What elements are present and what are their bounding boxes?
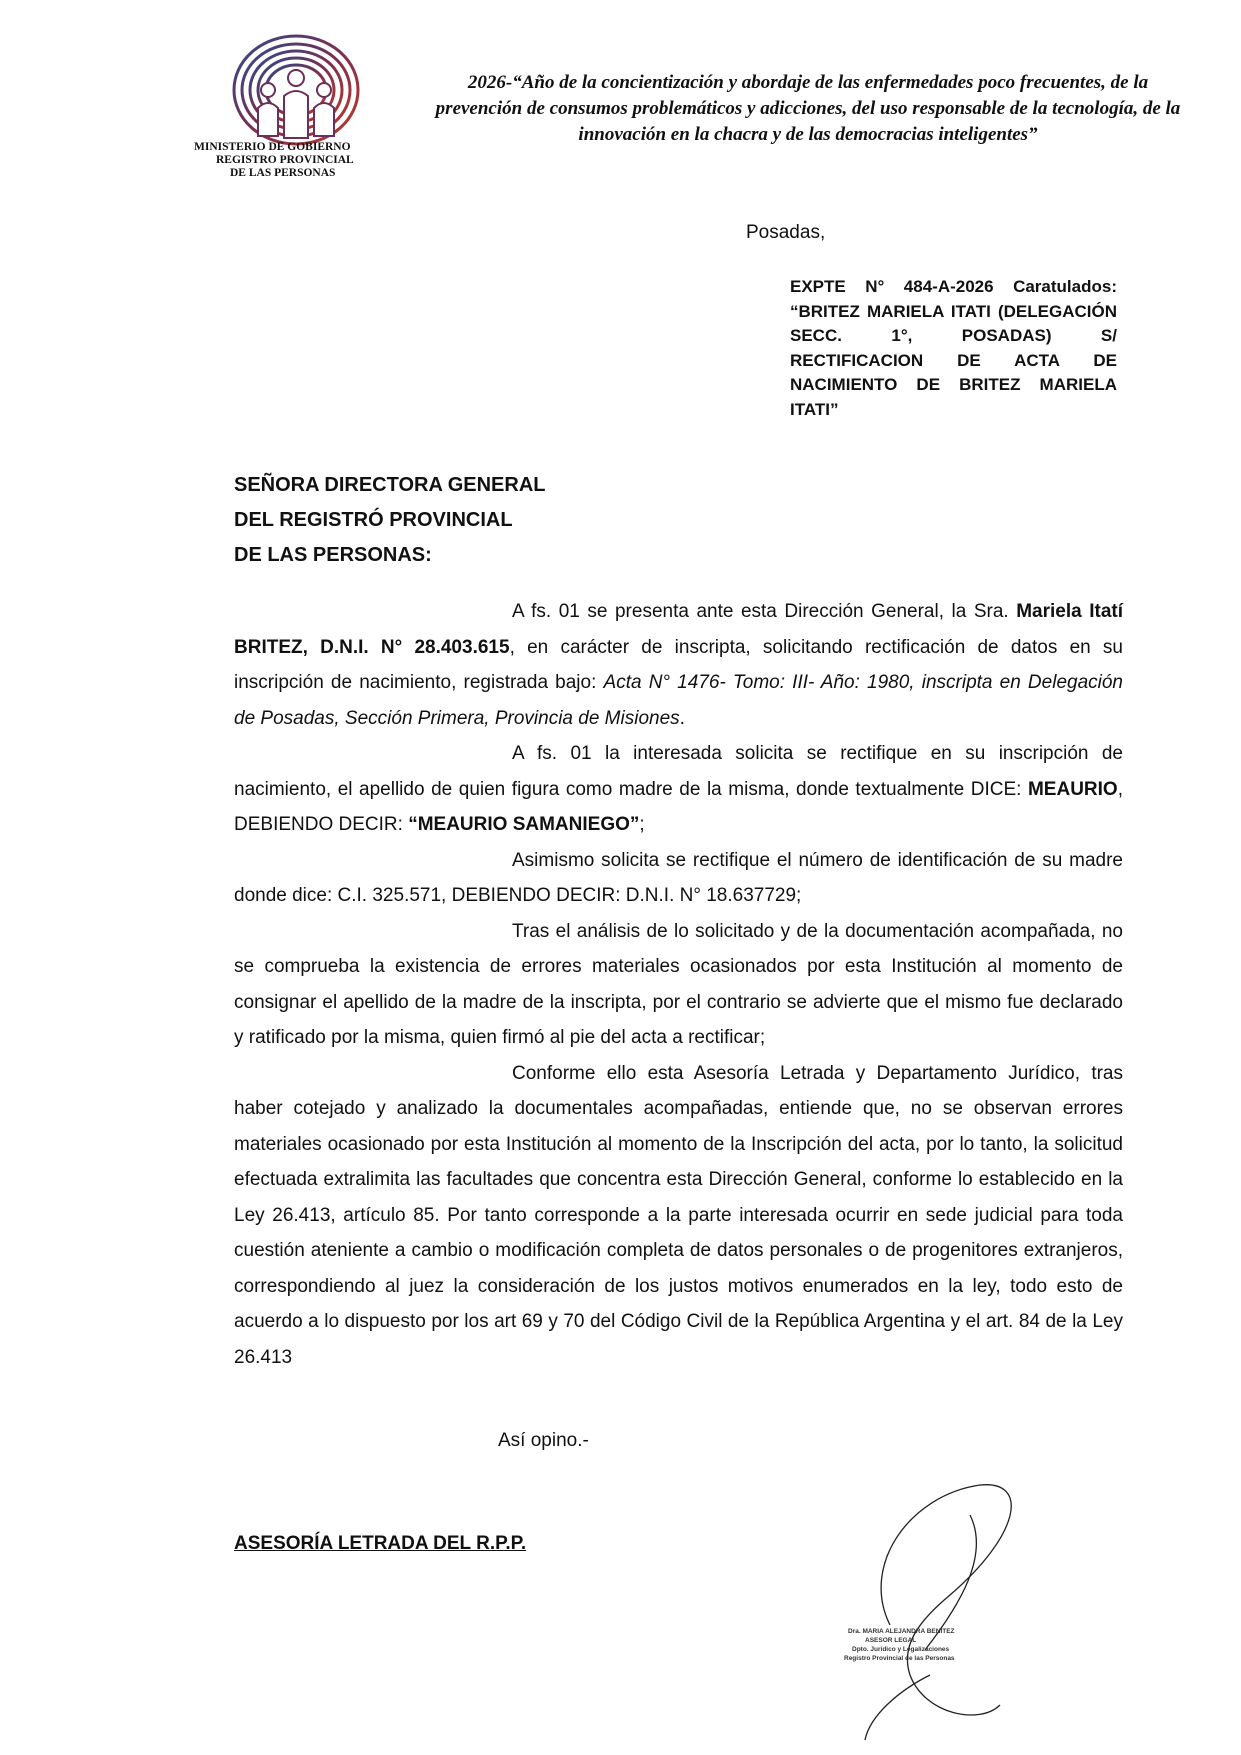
handwritten-signature-stamp-icon <box>830 1475 1050 1750</box>
paragraph-surname-request: A fs. 01 la interesada solicita se rectifique en su inscripción de nacimiento, el apellido de quien figura como madre de la misma, donde textualmente DICE: MEAURIO, DEBIENDO DECIR: “MEAURIO SAMANIEGO”; <box>234 743 1123 835</box>
paragraph-id-request: Asimismo solicita se rectifique el número de identificación de su madre donde dice: C.I. 325.571, DEBIENDO DECIR: D.N.I. N° 18.637729; <box>234 849 1123 906</box>
ministry-line: MINISTERIO DE GOBIERNO <box>194 141 351 153</box>
registry-line-2: DE LAS PERSONAS <box>230 167 336 179</box>
stamp-line: ASESOR LEGAL <box>865 1637 917 1644</box>
applicant-name: Mariela Itatí BRITEZ, D.N.I. N° 28.403.615 <box>234 601 1123 658</box>
addressee-line: SEÑORA DIRECTORA GENERAL <box>234 474 546 496</box>
birth-record-reference: Acta N° 1476- Tomo: III- Año: 1980, inscripta en Delegación de Posadas, Sección Primera, Provincia de Misiones <box>234 672 1123 729</box>
paragraph-presentation: A fs. 01 se presenta ante esta Dirección General, la Sra. Mariela Itatí BRITEZ, D.N.I. N° 28.403.615, en carácter de inscripta, solicitando rectificación de datos en su inscripción de nacimiento, registrada bajo: Acta N° 1476- Tomo: III- Año: 1980, inscripta en Delegación de Posadas, Sección Primera, Provincia de Misiones. <box>234 601 1123 729</box>
signatory-office: ASESORÍA LETRADA DEL R.P.P. <box>234 1533 527 1554</box>
case-caption: EXPTE N° 484-A-2026 Caratulados: “BRITEZ MARIELA ITATI (DELEGACIÓN SECC. 1°, POSADAS) S/ RECTIFICACION DE ACTA DE NACIMIENTO DE BRITEZ MARIELA ITATI” <box>790 277 1117 419</box>
addressee-line: DE LAS PERSONAS: <box>234 544 432 566</box>
opinion-body <box>234 594 1123 1375</box>
addressee-line: DEL REGISTRÓ PROVINCIAL <box>234 509 513 531</box>
stamp-line: Dpto. Jurídico y Legalizaciones <box>852 1646 950 1653</box>
addressee-block <box>234 468 546 573</box>
fingerprint-family-logo-icon <box>228 32 364 152</box>
paragraph-analysis: Tras el análisis de lo solicitado y de la documentación acompañada, no se comprueba la existencia de errores materiales ocasionados por esta Institución al momento de consignar el apellido de la madre de la inscripta, por el contrario se advierte que el mismo fue declarado y ratificado por la misma, quien firmó al pie del acta a rectificar; <box>234 920 1123 1048</box>
stamp-line: Dra. MARIA ALEJANDRA BENITEZ <box>848 1628 955 1635</box>
requested-surname: “MEAURIO SAMANIEGO” <box>408 814 640 835</box>
year-motto: 2026-“Año de la concientización y abordaje de las enfermedades poco frecuentes, de la prevención de consumos problemáticos y adicciones, del uso responsable de la tecnología, de la innovación en la chacra y de las democracias inteligentes” <box>435 72 1181 145</box>
closing-line: Así opino.- <box>498 1430 589 1451</box>
stamp-line: Registro Provincial de las Personas <box>844 1655 955 1662</box>
current-surname: MEAURIO <box>1027 778 1118 800</box>
paragraph-conclusion: Conforme ello esta Asesoría Letrada y Departamento Jurídico, tras haber cotejado y analizado la documentales acompañadas, entiende que, no se observan errores materiales ocasionado por esta Institución al momento de la Inscripción del acta, por lo tanto, la solicitud efectuada extralimita las facultades que concentra esta Dirección General, conforme lo establecido en la Ley 26.413, artículo 85. Por tanto corresponde a la parte interesada ocurrir en sede judicial para toda cuestión ateniente a cambio o modificación completa de datos personales o de progenitores extranjeros, correspondiendo al juez la consideración de los justos motivos enumerados en la ley, todo esto de acuerdo a lo dispuesto por los art 69 y 70 del Código Civil de la República Argentina y el art. 84 de la Ley 26.413 <box>234 1062 1123 1368</box>
ministry-name <box>190 141 380 180</box>
date-line: Posadas, <box>746 222 826 243</box>
registry-line: REGISTRO PROVINCIAL <box>216 154 354 166</box>
